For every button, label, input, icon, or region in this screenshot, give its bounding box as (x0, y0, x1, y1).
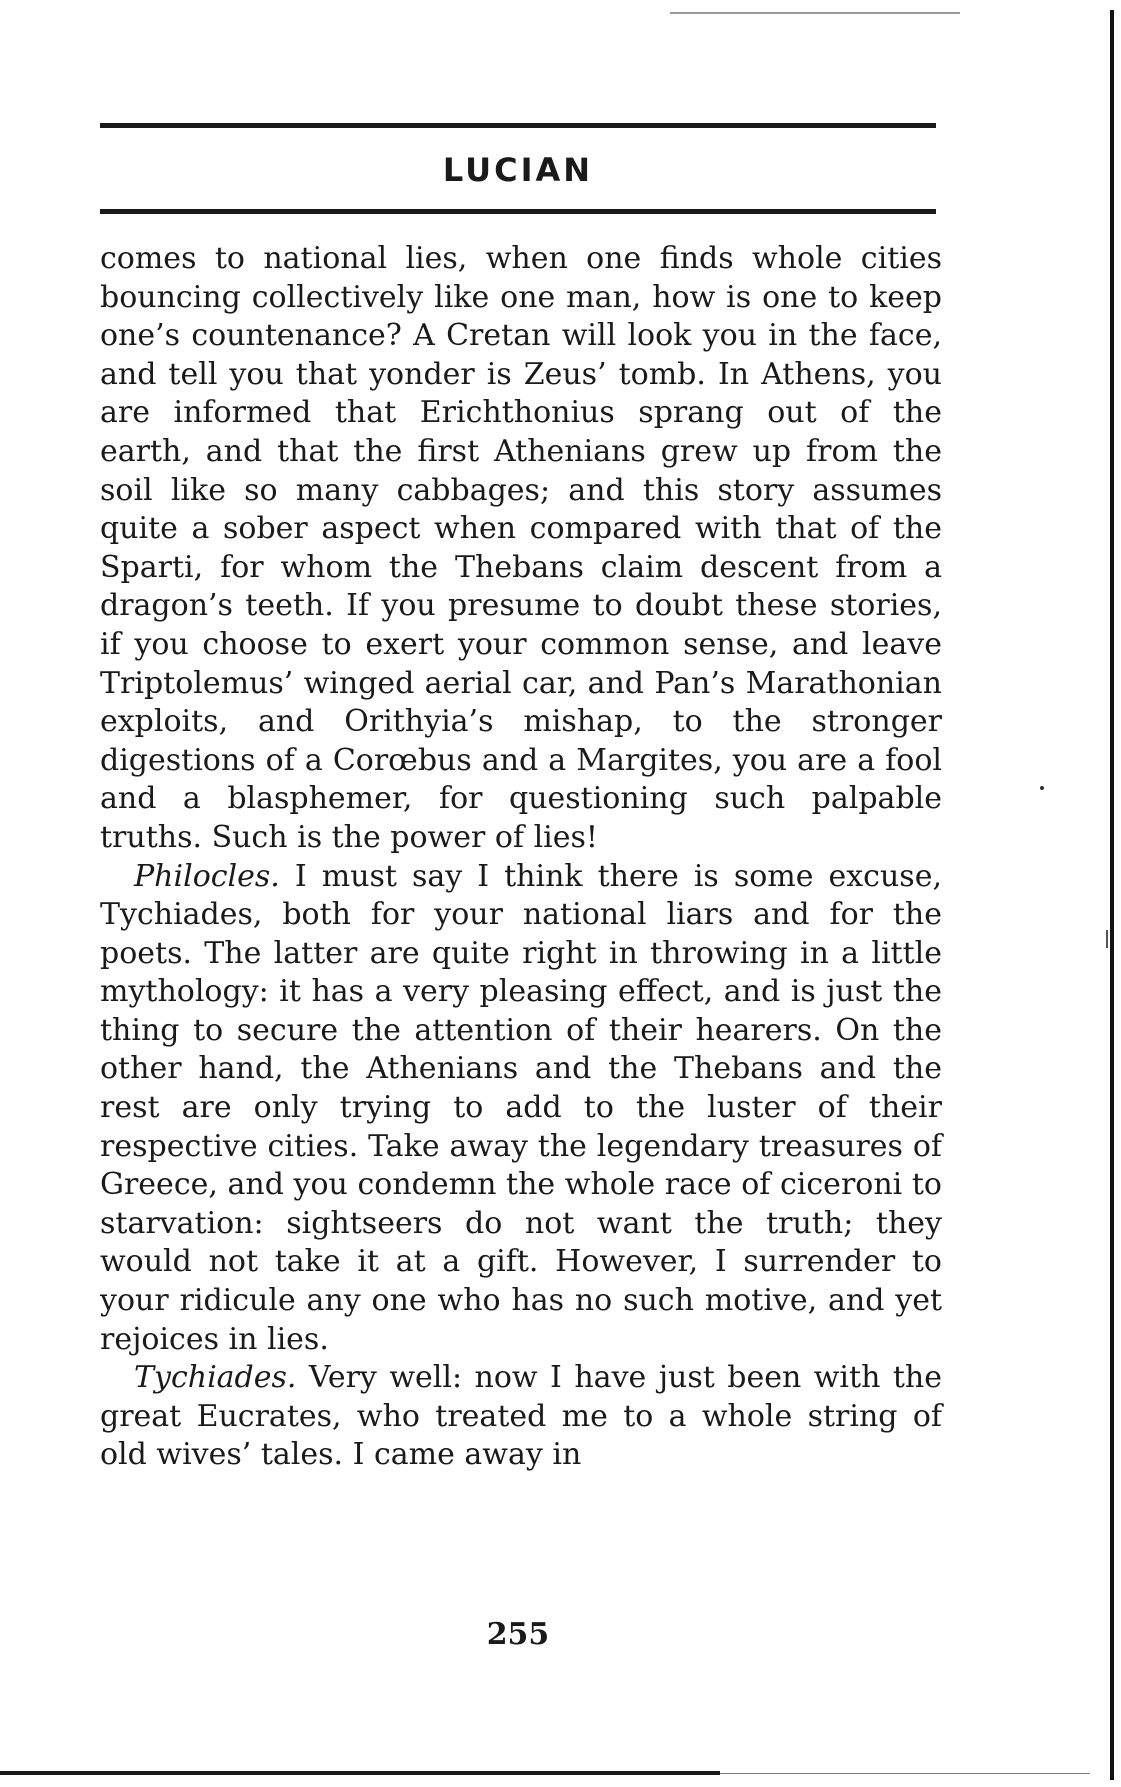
paragraph-text: I must say I think there is some excuse, Tychiades, both for your national liars and for the poets. The latter are quite right in throwing in a little mythology: it has a very pleasing effect, and is just the thing to secure the attention of their hearers. On the other hand, the Athenians and the Thebans and the rest are only trying to add to the luster of their respective cities. Take away the legendary treasures of Greece, and you condemn the whole race of ciceroni to starvation: sightseers do not want the truth; they would not take it at a gift. However, I surrender to your ridicule any one who has no such motive, and yet rejoices in lies. (100, 858, 942, 1357)
speaker-name: Tychiades. (134, 1360, 297, 1396)
scan-artifact-bottom-thin (720, 1773, 1090, 1774)
scan-artifact-bottom (0, 1771, 720, 1775)
scan-artifact-right-edge (1110, 10, 1114, 1780)
paragraph (100, 240, 942, 858)
body-text (100, 240, 942, 1475)
running-head: LUCIAN (442, 151, 594, 189)
paragraph-text: Very well: now I have just been with the great Eucrates, who treated me to a whole string of old wives’ tales. I came away in (100, 1360, 942, 1473)
scan-artifact-dot (1040, 786, 1044, 790)
speaker-name: Philocles. (134, 858, 280, 894)
paragraph (100, 1359, 942, 1475)
scan-artifact-top (670, 12, 960, 14)
paragraph (100, 858, 942, 1360)
page-number: 255 (486, 1617, 550, 1652)
header-rule-top (100, 123, 936, 128)
paragraph-text: comes to national lies, when one finds whole cities bouncing collectively like one man, how is one to keep one’s countenance? A Cretan will look you in the face, and tell you that yonder is Zeus’ tomb. In Athens, you are informed that Erichthonius sprang out of the earth, and that the first Athenians grew up from the soil like so many cabbages; and this story assumes quite a sober aspect when compared with that of the Sparti, for whom the Thebans claim descent from a dragon’s teeth. If you presume to doubt these stories, if you choose to exert your common sense, and leave Triptolemus’ winged aerial car, and Pan’s Marathonian exploits, and Orithyia’s mishap, to the stronger digestions of a Corœbus and a Margites, you are a fool and a blasphemer, for questioning such palpable truths. Such is the power of lies! (100, 241, 942, 855)
scan-artifact-tick (1106, 930, 1108, 948)
header-rule-bottom (100, 209, 936, 214)
